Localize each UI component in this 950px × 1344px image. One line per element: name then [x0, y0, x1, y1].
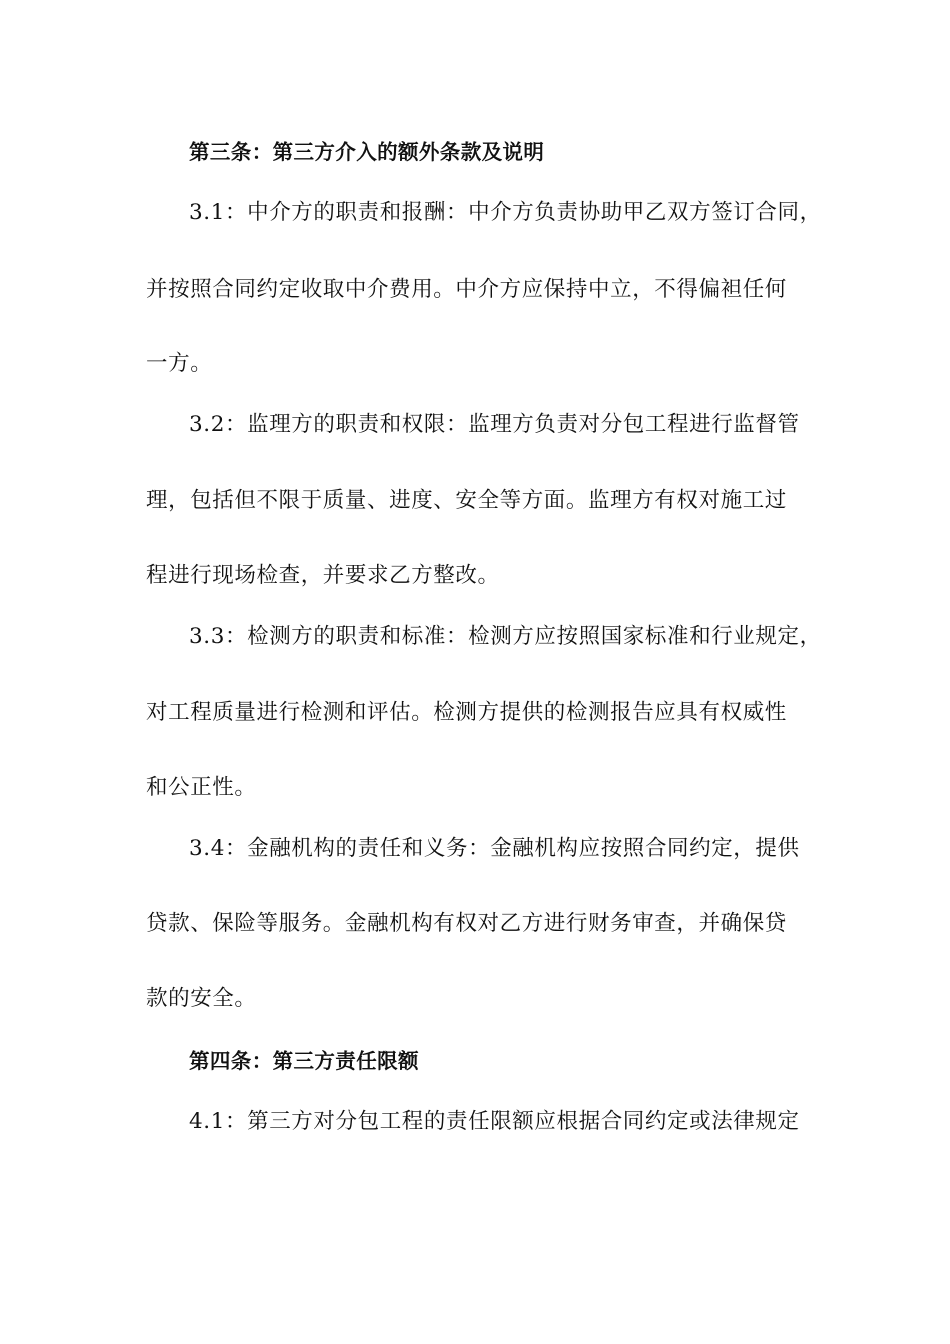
- clause-3-3-line-1: 3.3：检测方的职责和标准：检测方应按照国家标准和行业规定，: [189, 624, 822, 649]
- section-heading-article-4: 第四条：第三方责任限额: [189, 1049, 419, 1073]
- clause-3-2-line-3: 程进行现场检查，并要求乙方整改。: [146, 563, 500, 588]
- clause-3-2-line-2: 理，包括但不限于质量、进度、安全等方面。监理方有权对施工过: [146, 488, 787, 513]
- clause-3-4-line-2: 贷款、保险等服务。金融机构有权对乙方进行财务审查，并确保贷: [146, 911, 787, 936]
- clause-3-3-line-2: 对工程质量进行检测和评估。检测方提供的检测报告应具有权威性: [146, 700, 787, 725]
- clause-3-2-line-1: 3.2：监理方的职责和权限：监理方负责对分包工程进行监督管: [189, 412, 800, 437]
- clause-3-4-line-1: 3.4：金融机构的责任和义务：金融机构应按照合同约定，提供: [189, 836, 800, 861]
- clause-3-1-line-2: 并按照合同约定收取中介费用。中介方应保持中立，不得偏袒任何: [146, 277, 787, 302]
- clause-3-1-line-3: 一方。: [146, 351, 213, 376]
- section-heading-article-3: 第三条：第三方介入的额外条款及说明: [189, 140, 545, 164]
- clause-3-3-line-3: 和公正性。: [146, 775, 257, 800]
- clause-3-4-line-3: 款的安全。: [146, 986, 257, 1011]
- clause-3-1-line-1: 3.1：中介方的职责和报酬：中介方负责协助甲乙双方签订合同，: [189, 200, 822, 225]
- clause-4-1-line-1: 4.1：第三方对分包工程的责任限额应根据合同约定或法律规定: [189, 1109, 800, 1134]
